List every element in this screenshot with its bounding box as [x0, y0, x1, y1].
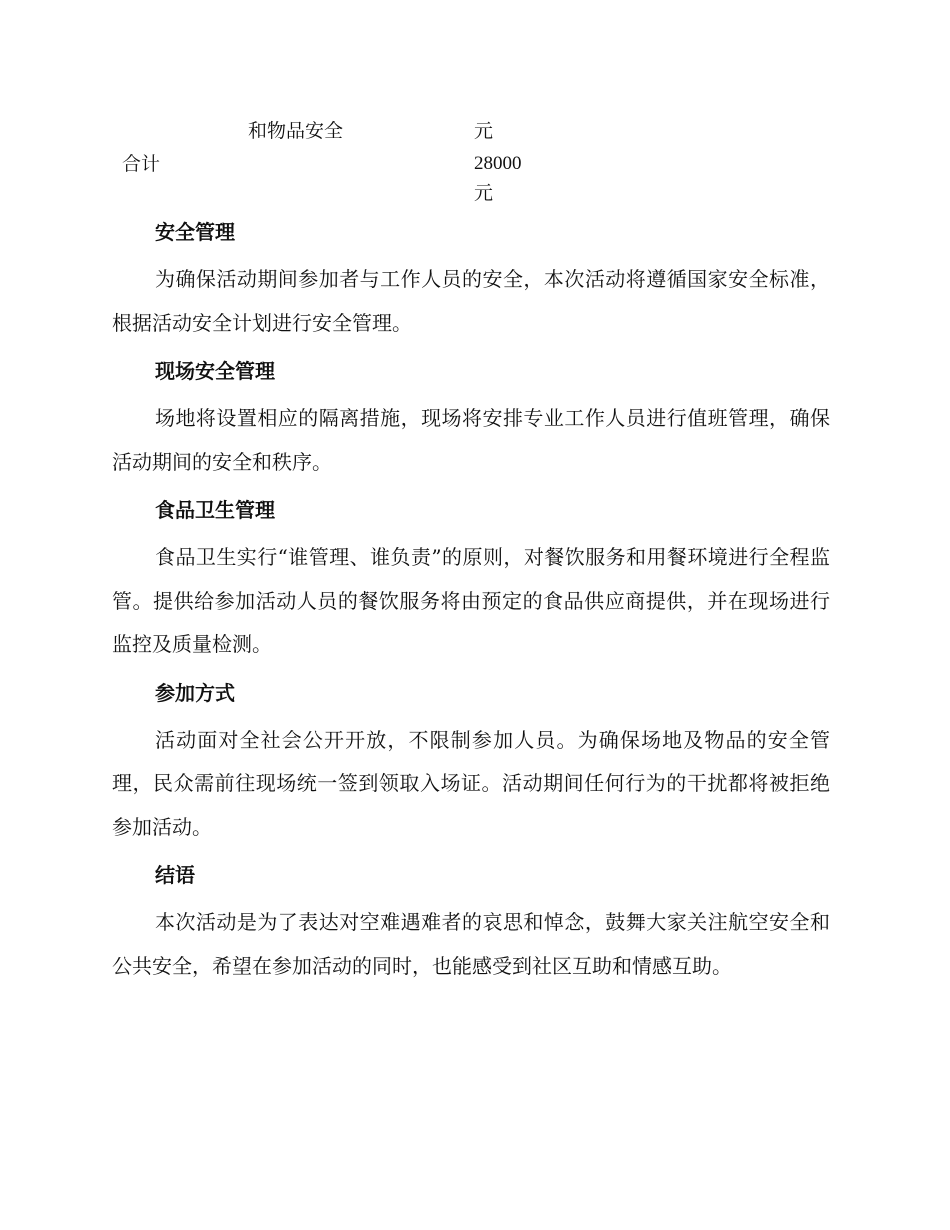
section-heading-food-hygiene: 食品卫生管理 — [155, 498, 275, 522]
section-heading-conclusion: 结语 — [155, 863, 195, 887]
budget-total-label: 合计 — [122, 153, 161, 175]
budget-row-unit: 元 — [474, 120, 494, 142]
section-body-safety: 为确保活动期间参加者与工作人员的安全，本次活动将遵循国家安全标准，根据活动安全计划进行安全管理。 — [112, 267, 830, 335]
section-body-conclusion: 本次活动是为了表达对空难遇难者的哀思和悼念，鼓舞大家关注航空安全和公共安全，希望在参加活动的同时，也能感受到社区互助和情感互助。 — [112, 910, 830, 978]
section-heading-participation: 参加方式 — [155, 680, 235, 705]
budget-total-value: 28000元 — [474, 153, 522, 204]
document-body — [112, 216, 830, 998]
section-body-participation: 活动面对全社会公开开放，不限制参加人员。为确保场地及物品的安全管理，民众需前往现场统一签到领取入场证。活动期间任何行为的干扰都将被拒绝参加活动。 — [112, 727, 830, 839]
section-heading-safety: 安全管理 — [155, 220, 235, 244]
section-body-site-safety: 场地将设置相应的隔离措施，现场将安排专业工作人员进行值班管理，确保活动期间的安全和秩序。 — [112, 406, 830, 474]
section-heading-site-safety: 现场安全管理 — [155, 359, 275, 383]
budget-row-item: 和物品安全 — [248, 120, 344, 142]
section-body-food-hygiene: 食品卫生实行“谁管理、谁负责”的原则，对餐饮服务和用餐环境进行全程监管。提供给参加活动人员的餐饮服务将由预定的食品供应商提供，并在现场进行监控及质量检测。 — [112, 545, 830, 656]
